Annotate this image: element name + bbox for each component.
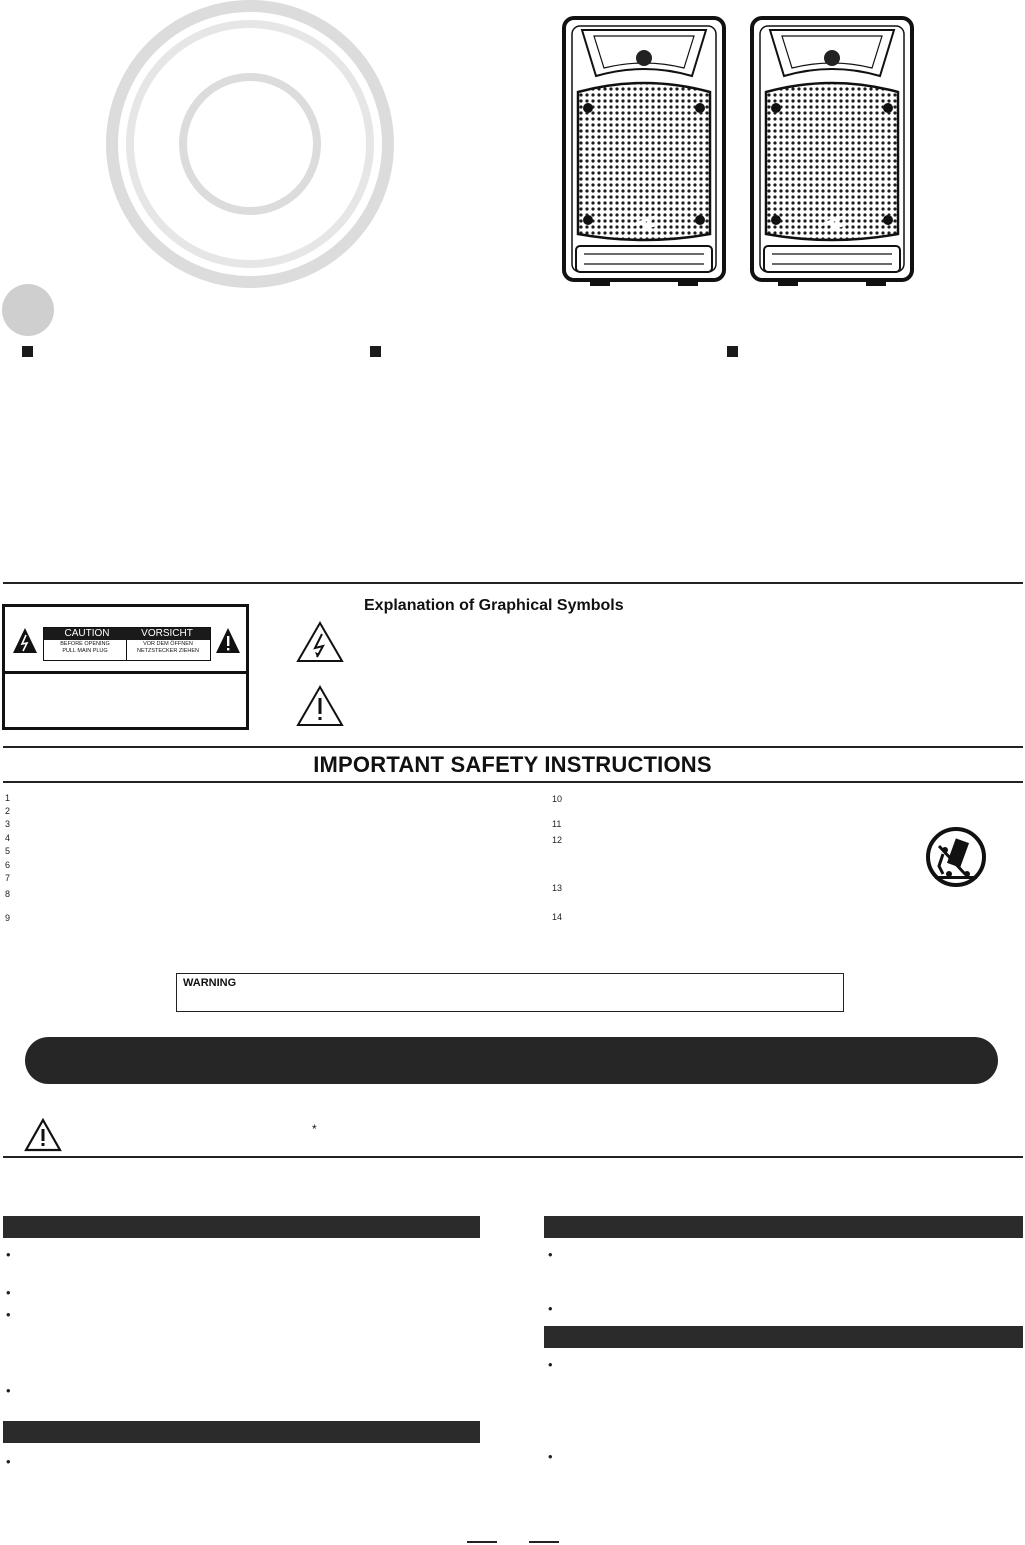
divider-top [3,582,1023,584]
safety-item-number: 2 [5,806,11,816]
caution-subtext-de: VOR DEM ÖFFNEN NETZSTECKER ZIEHEN [136,641,200,654]
caution-subtext-en: BEFORE OPENING PULL MAIN PLUG [60,641,110,654]
section-bar-right-1 [544,1216,1023,1238]
caution-text: CAUTION [64,628,110,639]
page-number-underline-left [467,1541,497,1543]
safety-item-number: 13 [552,883,563,893]
lightning-bolt-symbol-icon [295,620,345,664]
safety-item-number: 1 [5,793,11,803]
symbols-heading: Explanation of Graphical Symbols [364,597,624,614]
section-bar-right-2 [544,1326,1023,1348]
safety-item-number: 14 [552,912,563,922]
column-marker-1 [22,346,33,357]
section-bar-left-2 [3,1421,480,1443]
exclamation-symbol-icon [295,684,345,728]
safety-item-number: 10 [552,794,563,804]
speaker-pair-illustration [560,14,922,290]
decorative-rings [100,0,400,290]
bullet: • [548,1449,553,1464]
bullet: • [548,1357,553,1372]
lightning-warning-icon [12,627,38,655]
warning-box [176,973,844,1012]
safety-item-number: 3 [5,819,11,829]
safety-item-number: 12 [552,835,563,845]
bullet: • [6,1383,11,1398]
caution-label-box [2,604,249,730]
warning-label: WARNING [183,977,237,989]
speaker-left [564,18,724,286]
column-marker-3 [727,346,738,357]
bullet: • [548,1301,553,1316]
section-bar-left-1 [3,1216,480,1238]
bullet: • [548,1247,553,1262]
divider-safety-bottom [3,781,1023,783]
safety-item-number: 5 [5,846,11,856]
vorsicht-text: VORSICHT [141,628,193,639]
grey-section-dot [2,284,54,336]
safety-title: IMPORTANT SAFETY INSTRUCTIONS [313,752,712,777]
exclamation-warning-icon [215,627,241,655]
safety-item-number: 11 [552,819,562,829]
column-marker-2 [370,346,381,357]
notice-asterisk: * [312,1122,317,1136]
safety-item-number: 7 [5,873,11,883]
bullet: • [6,1454,11,1469]
divider-notice [3,1156,1023,1158]
bullet: • [6,1247,11,1262]
divider-safety-top [3,746,1023,748]
safety-item-number: 6 [5,860,11,870]
cart-tip-over-warning-icon [925,826,987,888]
safety-item-number: 9 [5,913,11,923]
section-pill-header [25,1037,998,1084]
page-number-underline-right [529,1541,559,1543]
bullet: • [6,1307,11,1322]
speaker-right [752,18,912,286]
safety-item-number: 4 [5,833,11,843]
bullet: • [6,1285,11,1300]
caution-notice-icon [24,1117,62,1153]
safety-item-number: 8 [5,889,11,899]
